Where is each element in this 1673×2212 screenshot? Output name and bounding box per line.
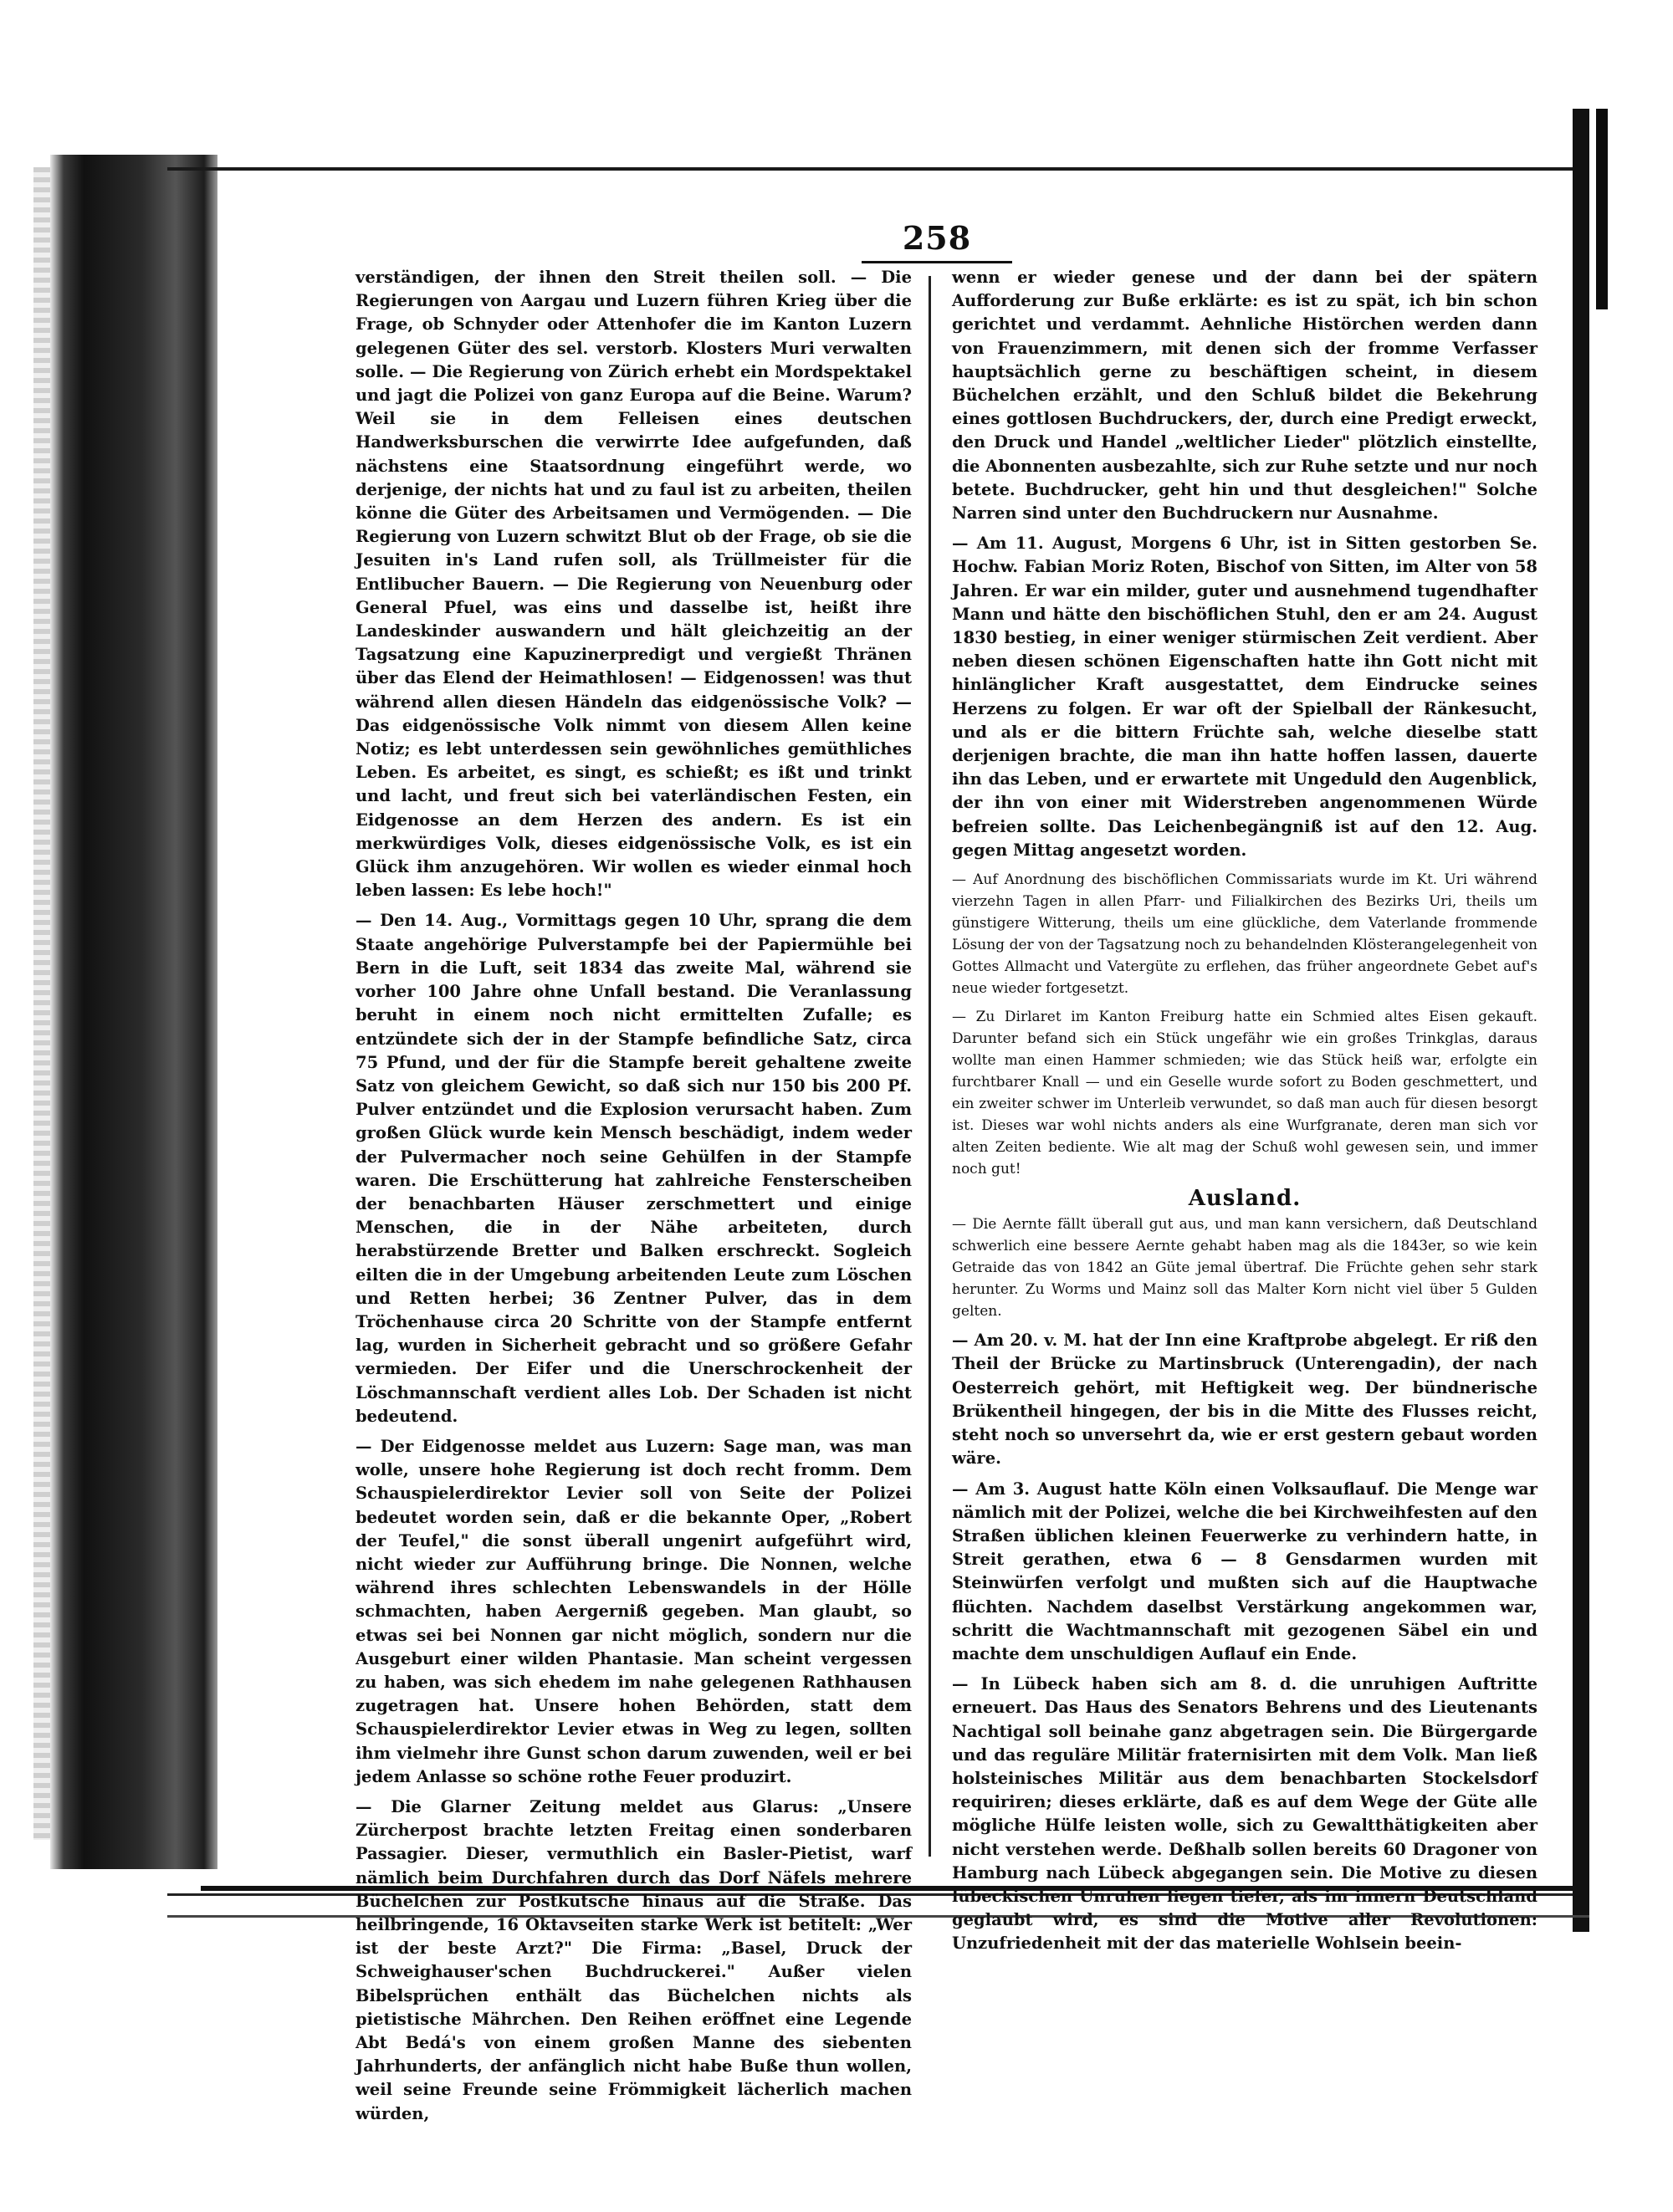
right-scan-bar (1596, 109, 1608, 309)
paragraph: — Am 20. v. M. hat der Inn eine Kraftprobe abgelegt. Er riß den Theil der Brücke zu Martinsbruck (Unterengadin), der nach Oesterreich gehört, mit Heftigkeit weg. Der bündnerische Brükentheil hingegen, der bis in die Mitte des Flusses reicht, steht noch so unversehrt da, wie er erst gestern gebaut worden wäre. (952, 1331, 1537, 1469)
paragraph: — Am 3. August hatte Köln einen Volksauflauf. Die Menge war nämlich mit der Polizei, welche die bei Kirchweihfesten auf den Straßen üblichen kleinen Feuerwerke zu verhindern hatte, in Streit gerathen, etwa 6 — 8 Gensdarmen wurden mit Steinwürfen verfolgt und mußten sich auf die Hauptwache flüchten. Nachdem daselbst Verstärkung angekommen war, schritt die Wachtmannschaft mit gezogenen Säbel ein und machte dem unschuldigen Auflauf ein Ende. (952, 1479, 1537, 1663)
header-rule (862, 261, 1012, 263)
page-number: 258 (902, 219, 972, 257)
right-scan-border (1573, 109, 1589, 1932)
paragraph-small: — Zu Dirlaret im Kanton Freiburg hatte ein Schmied altes Eisen gekauft. Darunter befand sich ein Stück ungefähr wie ein großes Trinkglas, daraus wollte man einen Hammer schmieden; wie das Stück heiß war, erfolgte ein furchtbarer Knall — und ein Geselle wurde sofort zu Boden geschmettert, und ein zweiter schwer im Unterleib verwundet, so daß man auch für diesen besorgt ist. Dieses war wohl nichts anders als eine Wurfgranate, deren man sich vor alten Zeiten bediente. Wie alt mag der Schuß wohl gewesen sein, und immer noch gut! (952, 1009, 1537, 1178)
paragraph: wenn er wieder genese und der dann bei der spätern Aufforderung zur Buße erklärte: es ist zu spät, ich bin schon gerichtet und verdammt. Aehnliche Histörchen werden dann von Frauenzimmern, mit denen sich der fromme Verfasser hauptsächlich gerne zu beschäftigen scheint, in diesem Büchelchen erzählt, und den Schluß bildet die Bekehrung eines gottlosen Buchdruckers, der, durch eine Predigt erweckt, den Druck und Handel „weltlicher Lieder" plötzlich einstellte, die Abonnenten ausbezahlte, sich zur Ruhe setzte und nur noch betete. Buchdrucker, geht hin und thut desgleichen!" Solche Narren sind unter den Buchdruckern nur Ausnahme. (952, 268, 1537, 524)
right-column (952, 266, 1537, 1954)
paragraph: — Der Eidgenosse meldet aus Luzern: Sage man, was man wolle, unsere hohe Regierung ist doch recht fromm. Dem Schauspielerdirektor Levier soll von Seite der Polizei bedeutet worden sein, daß er die bekannte Oper, „Robert der Teufel," die sonst überall ungenirt aufgeführt wird, nicht wieder zur Aufführung bringe. Die Nonnen, welche während ihres schlechten Lebenswandels in der Hölle schmachten, haben Aergerniß gegeben. Man glaubt, so etwas sei bei Nonnen gar nicht möglich, sondern nur die Ausgeburt einer wilden Phantasie. Man scheint vergessen zu haben, was sich ehedem im nahe gelegenen Rathhausen zugetragen hat. Unsere hohen Behörden, statt dem Schauspielerdirektor Levier etwas in Weg zu legen, sollten ihm vielmehr ihre Gunst schon darum zuwenden, weil er bei jedem Anlasse so schöne rothe Feuer produzirt. (356, 1436, 912, 1786)
paragraph: — Am 11. August, Morgens 6 Uhr, ist in Sitten gestorben Se. Hochw. Fabian Moriz Roten, Bischof von Sitten, im Alter von 58 Jahren. Er war ein milder, guter und ausnehmend tugendhafter Mann und hätte den bischöflichen Stuhl, den er am 24. August 1830 bestieg, in einer weniger stürmischen Zeit verdient. Aber neben diesen schönen Eigenschaften hatte ihn Gott nicht mit hinlänglicher Kraft ausgestattet, dem Eindrucke seines Herzens zu folgen. Er war oft der Spielball der Ränkesucht, und als er die bittern Früchte sah, welche dieselbe statt derjenigen brachte, die man ihn hatte hoffen lassen, dauerte ihn das Leben, und er erwartete mit Ungeduld den Augenblick, der ihn von einer mit Widerstreben angenommenen Würde befreien sollte. Das Leichenbegängniß ist auf den 12. Aug. gegen Mittag angesetzt worden. (952, 534, 1537, 860)
section-heading-ausland: Ausland. (1188, 1186, 1302, 1212)
book-page-edges (33, 167, 52, 1840)
paragraph-small: — Die Aernte fällt überall gut aus, und man kann versichern, daß Deutschland schwerlich eine bessere Aernte gehabt haben mag als die 1843er, so wie kein Getraide das von 1842 an Güte jemal übertraf. Die Früchte gehen sehr stark herunter. Zu Worms und Mainz soll das Malter Korn nicht viel über 5 Gulden gelten. (952, 1216, 1537, 1321)
paragraph-small: — Auf Anordnung des bischöflichen Commissariats wurde im Kt. Uri während vierzehn Tagen in allen Pfarr- und Filialkirchen des Bezirks Uri, theils um günstigere Witterung, theils um eine glückliche, dem Vaterlande frommende Lösung der von der Tagsatzung noch zu behandelnden Klösterangelegenheit von Gottes Allmacht und Vatergüte zu erflehen, das früher angeordnete Gebet auf's neue wieder fortgesetzt. (952, 871, 1537, 998)
paragraph: — Den 14. Aug., Vormittags gegen 10 Uhr, sprang die dem Staate angehörige Pulverstampfe bei der Papiermühle bei Bern in die Luft, seit 1834 das zweite Mal, während sie vorher 100 Jahre ohne Unfall bestand. Die Veranlassung beruht in einem noch nicht ermittelten Zufalle; es entzündete sich der in der Stampfe befindliche Satz, circa 75 Pfund, und der für die Stampfe bereit gehaltene zweite Satz von gleichem Gewicht, so daß sich nur 150 bis 200 Pf. Pulver entzündet und die Explosion verursacht haben. Zum großen Glück wurde kein Mensch beschädigt, indem weder der Pulvermacher noch seine Gehülfen in der Stampfe waren. Die Erschütterung hat zahlreiche Fensterscheiben der benachbarten Häuser zerschmettert und einige Menschen, die in der Nähe arbeiteten, durch herabstürzende Bretter und Balken erschreckt. Sogleich eilten die in der Umgebung arbeitenden Leute zum Löschen und Retten herbei; 36 Zentner Pulver, das in dem Tröchenhause circa 20 Schritte von der Stampfe entfernt lag, wurden in Sicherheit gebracht und so größere Gefahr vermieden. Der Eifer und die Unerschrockenheit der Löschmannschaft verdient alles Lob. Der Schaden ist nicht bedeutend. (356, 911, 912, 1426)
paragraph: — In Lübeck haben sich am 8. d. die unruhigen Auftritte erneuert. Das Haus des Senators Behrens und des Lieutenants Nachtigal soll beinahe ganz abgetragen sein. Die Bürgergarde und das reguläre Militär fraternisirten mit dem Volk. Man ließ holsteinisches Militär aus dem benachbarten Stockelsdorf requiriren; dieses erklärte, daß es auf dem Wege der Güte alle mögliche Hülfe leisten wolle, sich zu Gewaltthätigkeiten aber nicht verstehen werde. Deßhalb sollen bereits 60 Dragoner von Hamburg nach Lübeck abgegangen sein. Die Motive zu diesen lübeckischen Unruhen liegen tiefer, als im innern Deutschland geglaubt wird, es sind die Motive aller Revolutionen: Unzufriedenheit mit der das materielle Wohlsein beein- (952, 1674, 1537, 1954)
paragraph: — Die Glarner Zeitung meldet aus Glarus: „Unsere Zürcherpost brachte letzten Freitag einen sonderbaren Passagier. Dieser, vermuthlich ein Basler-Pietist, warf nämlich beim Durchfahren durch das Dorf Näfels mehrere Büchelchen zur Postkutsche hinaus auf die Straße. Das heilbringende, 16 Oktavseiten starke Werk ist betitelt: „Wer ist der beste Arzt?" Die Firma: „Basel, Druck der Schweighauser'schen Buchdruckerei." Außer vielen Bibelsprüchen enthält das Büchelchen nichts als pietistische Mährchen. Den Reihen eröffnet eine Legende Abt Bedá's von einem großen Manne des siebenten Jahrhunderts, der anfänglich nicht habe Buße thun wollen, weil seine Freunde seine Frömmigkeit lächerlich machen würden, (356, 1797, 912, 2123)
column-divider (929, 276, 931, 1857)
left-column (356, 266, 912, 2123)
paragraph: verständigen, der ihnen den Streit theilen soll. — Die Regierungen von Aargau und Luzern führen Krieg über die Frage, ob Schnyder oder Attenhofer die im Kanton Luzern gelegenen Güter des sel. verstorb. Klosters Muri verwalten solle. — Die Regierung von Zürich erhebt ein Mordspektakel und jagt die Polizei von ganz Europa auf die Beine. Warum? Weil sie in dem Felleisen eines deutschen Handwerksburschen die verwirrte Idee aufgefunden, daß nächstens eine Staatsordnung eingeführt werde, wo derjenige, der nichts hat und zu faul ist zu arbeiten, theilen könne die Güter des Arbeitsamen und Vermögenden. — Die Regierung von Luzern schwitzt Blut ob der Frage, ob sie die Jesuiten in's Land rufen soll, als Trüllmeister für die Entlibucher Bauern. — Die Regierung von Neuenburg oder General Pfuel, was eins und dasselbe ist, heißt ihre Landeskinder auswandern und hält gleichzeitig an der Tagsatzung eine Kapuzinerpredigt und vergießt Thränen über das Elend der Heimathlosen! — Eidgenossen! was thut während allen diesen Händeln das eidgenössische Volk? — Das eidgenössische Volk nimmt von diesem Allen keine Notiz; es lebt unterdessen sein gewöhnliches gemüthliches Leben. Es arbeitet, es singt, es schießt; es ißt und trinkt und lacht, und freut sich bei vaterländischen Festen, ein Eidgenosse an dem Herzen des andern. Es ist ein merkwürdiges Volk, dieses eidgenössische Volk, es ist ein Glück ihm anzugehören. Wir wollen es wieder einmal hoch leben lassen: Es lebe hoch!" (356, 268, 912, 901)
